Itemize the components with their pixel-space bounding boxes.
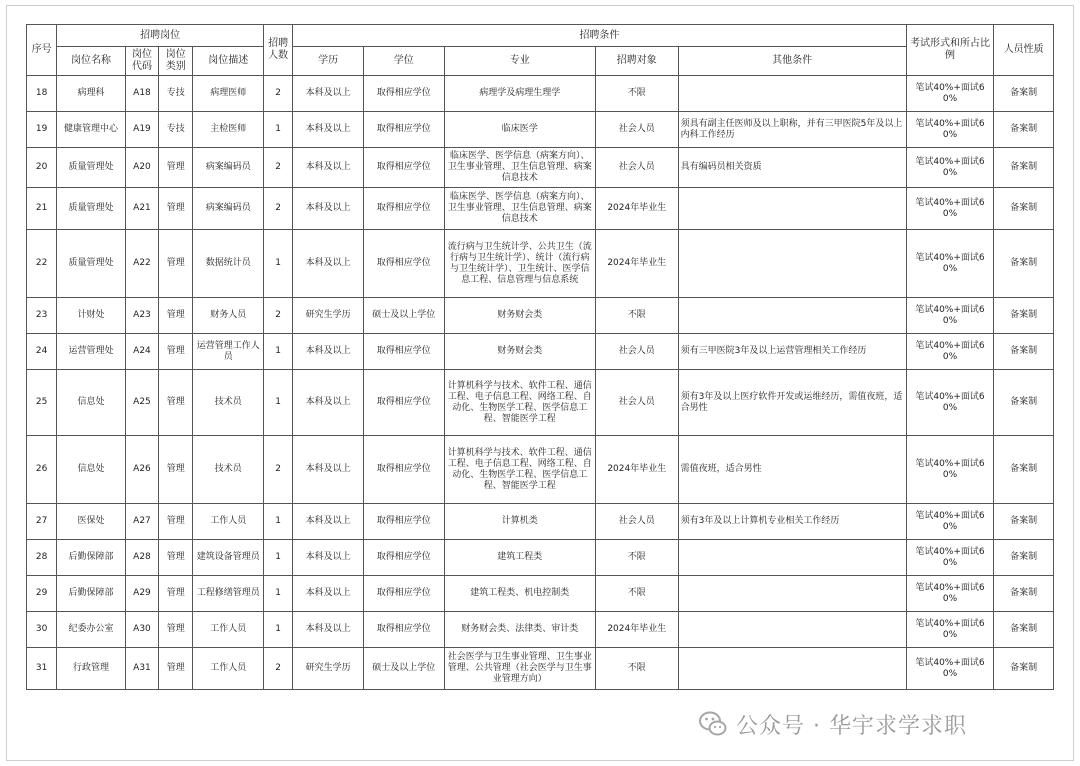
post-name-cell: 医保处: [57, 504, 126, 540]
education-cell: 研究生学历: [293, 648, 364, 690]
post-type-cell: 管理: [159, 436, 193, 504]
exam-cell: 笔试40%+面试60%: [906, 648, 994, 690]
exam-cell: 笔试40%+面试60%: [906, 334, 994, 370]
post-type-cell: 管理: [159, 298, 193, 334]
header-post-code: 岗位代码: [125, 47, 158, 76]
num-cell: 2: [264, 648, 293, 690]
staff-cell: 备案制: [994, 298, 1054, 334]
target-cell: 社会人员: [595, 112, 678, 148]
post-name-cell: 后勤保障部: [57, 576, 126, 612]
education-cell: 本科及以上: [293, 188, 364, 230]
exam-cell: 笔试40%+面试60%: [906, 576, 994, 612]
education-cell: 本科及以上: [293, 230, 364, 298]
post-code-cell: A26: [125, 436, 158, 504]
education-cell: 研究生学历: [293, 298, 364, 334]
target-cell: 不限: [595, 540, 678, 576]
num-cell: 2: [264, 298, 293, 334]
post-desc-cell: 技术员: [193, 436, 264, 504]
header-staff: 人员性质: [994, 25, 1054, 76]
degree-cell: 取得相应学位: [363, 112, 444, 148]
target-cell: 社会人员: [595, 148, 678, 188]
staff-cell: 备案制: [994, 148, 1054, 188]
major-cell: 病理学及病理生理学: [444, 76, 595, 112]
post-code-cell: A31: [125, 648, 158, 690]
table-row: [27, 148, 1054, 188]
exam-cell: 笔试40%+面试60%: [906, 540, 994, 576]
exam-cell: 笔试40%+面试60%: [906, 504, 994, 540]
post-name-cell: 质量管理处: [57, 230, 126, 298]
post-name-cell: 行政管理: [57, 648, 126, 690]
table-row: [27, 648, 1054, 690]
exam-cell: 笔试40%+面试60%: [906, 112, 994, 148]
degree-cell: 取得相应学位: [363, 436, 444, 504]
header-seq: 序号: [27, 25, 57, 76]
post-desc-cell: 财务人员: [193, 298, 264, 334]
post-desc-cell: 工作人员: [193, 504, 264, 540]
target-cell: 不限: [595, 576, 678, 612]
post-type-cell: 管理: [159, 504, 193, 540]
exam-cell: 笔试40%+面试60%: [906, 148, 994, 188]
degree-cell: 取得相应学位: [363, 76, 444, 112]
exam-cell: 笔试40%+面试60%: [906, 370, 994, 436]
header-post-desc: 岗位描述: [193, 47, 264, 76]
post-desc-cell: 病案编码员: [193, 188, 264, 230]
num-cell: 1: [264, 540, 293, 576]
header-group-conditions: 招聘条件: [293, 25, 906, 47]
post-code-cell: A23: [125, 298, 158, 334]
post-desc-cell: 技术员: [193, 370, 264, 436]
other-cell: 须有三甲医院3年及以上运营管理相关工作经历: [678, 334, 906, 370]
degree-cell: 硕士及以上学位: [363, 298, 444, 334]
exam-cell: 笔试40%+面试60%: [906, 436, 994, 504]
degree-cell: 取得相应学位: [363, 612, 444, 648]
staff-cell: 备案制: [994, 540, 1054, 576]
major-cell: 计算机科学与技术、软件工程、通信工程、电子信息工程、网络工程、自动化、生物医学工程、医学信息工程、智能医学工程: [444, 436, 595, 504]
major-cell: 临床医学: [444, 112, 595, 148]
seq-cell: 23: [27, 298, 57, 334]
education-cell: 本科及以上: [293, 612, 364, 648]
header-major: 专业: [444, 47, 595, 76]
post-code-cell: A19: [125, 112, 158, 148]
staff-cell: 备案制: [994, 436, 1054, 504]
target-cell: 2024年毕业生: [595, 612, 678, 648]
exam-cell: 笔试40%+面试60%: [906, 298, 994, 334]
post-type-cell: 管理: [159, 334, 193, 370]
staff-cell: 备案制: [994, 188, 1054, 230]
post-desc-cell: 建筑设备管理员: [193, 540, 264, 576]
target-cell: 2024年毕业生: [595, 188, 678, 230]
other-cell: 具有编码员相关资质: [678, 148, 906, 188]
degree-cell: 取得相应学位: [363, 540, 444, 576]
seq-cell: 29: [27, 576, 57, 612]
major-cell: 建筑工程类、机电控制类: [444, 576, 595, 612]
num-cell: 1: [264, 612, 293, 648]
post-code-cell: A22: [125, 230, 158, 298]
post-type-cell: 管理: [159, 370, 193, 436]
staff-cell: 备案制: [994, 230, 1054, 298]
table-row: [27, 504, 1054, 540]
exam-cell: 笔试40%+面试60%: [906, 612, 994, 648]
target-cell: 不限: [595, 648, 678, 690]
post-name-cell: 后勤保障部: [57, 540, 126, 576]
post-code-cell: A28: [125, 540, 158, 576]
exam-cell: 笔试40%+面试60%: [906, 188, 994, 230]
post-type-cell: 专技: [159, 112, 193, 148]
education-cell: 本科及以上: [293, 148, 364, 188]
staff-cell: 备案制: [994, 76, 1054, 112]
degree-cell: 取得相应学位: [363, 370, 444, 436]
target-cell: 2024年毕业生: [595, 436, 678, 504]
wechat-icon: [698, 709, 728, 739]
staff-cell: 备案制: [994, 612, 1054, 648]
degree-cell: 取得相应学位: [363, 148, 444, 188]
other-cell: [678, 648, 906, 690]
table-row: [27, 334, 1054, 370]
major-cell: 临床医学、医学信息（病案方向）、卫生事业管理、卫生信息管理、病案信息技术: [444, 188, 595, 230]
num-cell: 2: [264, 436, 293, 504]
staff-cell: 备案制: [994, 334, 1054, 370]
major-cell: 建筑工程类: [444, 540, 595, 576]
table-row: [27, 76, 1054, 112]
major-cell: 财务财会类: [444, 298, 595, 334]
education-cell: 本科及以上: [293, 540, 364, 576]
major-cell: 流行病与卫生统计学、公共卫生（流行病与卫生统计学）、统计（流行病与卫生统计学）、卫生统计、医学信息工程、信息管理与信息系统: [444, 230, 595, 298]
post-name-cell: 质量管理处: [57, 148, 126, 188]
seq-cell: 27: [27, 504, 57, 540]
table-row: [27, 576, 1054, 612]
post-name-cell: 病理科: [57, 76, 126, 112]
post-type-cell: 管理: [159, 612, 193, 648]
num-cell: 1: [264, 230, 293, 298]
target-cell: 社会人员: [595, 370, 678, 436]
num-cell: 1: [264, 504, 293, 540]
target-cell: 不限: [595, 76, 678, 112]
post-code-cell: A24: [125, 334, 158, 370]
staff-cell: 备案制: [994, 370, 1054, 436]
post-desc-cell: 运营管理工作人员: [193, 334, 264, 370]
post-name-cell: 信息处: [57, 436, 126, 504]
post-type-cell: 专技: [159, 76, 193, 112]
num-cell: 1: [264, 334, 293, 370]
post-name-cell: 计财处: [57, 298, 126, 334]
staff-cell: 备案制: [994, 112, 1054, 148]
seq-cell: 26: [27, 436, 57, 504]
target-cell: 社会人员: [595, 504, 678, 540]
other-cell: [678, 612, 906, 648]
post-code-cell: A21: [125, 188, 158, 230]
table-row: [27, 112, 1054, 148]
post-code-cell: A29: [125, 576, 158, 612]
post-code-cell: A18: [125, 76, 158, 112]
post-type-cell: 管理: [159, 230, 193, 298]
header-degree: 学位: [363, 47, 444, 76]
other-cell: [678, 298, 906, 334]
header-exam: 考试形式和所占比例: [906, 25, 994, 76]
exam-cell: 笔试40%+面试60%: [906, 230, 994, 298]
seq-cell: 21: [27, 188, 57, 230]
post-name-cell: 质量管理处: [57, 188, 126, 230]
other-cell: 须具有副主任医师及以上职称，并有三甲医院5年及以上内科工作经历: [678, 112, 906, 148]
post-code-cell: A30: [125, 612, 158, 648]
major-cell: 计算机科学与技术、软件工程、通信工程、电子信息工程、网络工程、自动化、生物医学工程、医学信息工程、智能医学工程: [444, 370, 595, 436]
post-type-cell: 管理: [159, 188, 193, 230]
post-code-cell: A20: [125, 148, 158, 188]
major-cell: 计算机类: [444, 504, 595, 540]
education-cell: 本科及以上: [293, 76, 364, 112]
post-code-cell: A25: [125, 370, 158, 436]
table-row: [27, 540, 1054, 576]
degree-cell: 取得相应学位: [363, 576, 444, 612]
education-cell: 本科及以上: [293, 576, 364, 612]
degree-cell: 取得相应学位: [363, 230, 444, 298]
post-desc-cell: 数据统计员: [193, 230, 264, 298]
major-cell: 社会医学与卫生事业管理、卫生事业管理、公共管理（社会医学与卫生事业管理方向）: [444, 648, 595, 690]
post-desc-cell: 工程修缮管理员: [193, 576, 264, 612]
header-num: 招聘人数: [264, 25, 293, 76]
header-post-name: 岗位名称: [57, 47, 126, 76]
degree-cell: 取得相应学位: [363, 334, 444, 370]
post-name-cell: 运营管理处: [57, 334, 126, 370]
post-type-cell: 管理: [159, 576, 193, 612]
num-cell: 1: [264, 576, 293, 612]
degree-cell: 取得相应学位: [363, 188, 444, 230]
num-cell: 2: [264, 188, 293, 230]
num-cell: 2: [264, 148, 293, 188]
table-row: [27, 370, 1054, 436]
degree-cell: 取得相应学位: [363, 504, 444, 540]
post-type-cell: 管理: [159, 540, 193, 576]
education-cell: 本科及以上: [293, 436, 364, 504]
post-code-cell: A27: [125, 504, 158, 540]
post-type-cell: 管理: [159, 648, 193, 690]
post-desc-cell: 工作人员: [193, 648, 264, 690]
major-cell: 临床医学、医学信息（病案方向）、卫生事业管理、卫生信息管理、病案信息技术: [444, 148, 595, 188]
other-cell: 需值夜班，适合男性: [678, 436, 906, 504]
table-row: [27, 298, 1054, 334]
seq-cell: 31: [27, 648, 57, 690]
seq-cell: 20: [27, 148, 57, 188]
staff-cell: 备案制: [994, 576, 1054, 612]
post-desc-cell: 主检医师: [193, 112, 264, 148]
target-cell: 社会人员: [595, 334, 678, 370]
watermark-text: 公众号 · 华宇求学求职: [736, 713, 967, 739]
table-header: [27, 25, 1054, 76]
seq-cell: 30: [27, 612, 57, 648]
target-cell: 2024年毕业生: [595, 230, 678, 298]
table-row: [27, 188, 1054, 230]
seq-cell: 19: [27, 112, 57, 148]
num-cell: 1: [264, 112, 293, 148]
degree-cell: 硕士及以上学位: [363, 648, 444, 690]
seq-cell: 28: [27, 540, 57, 576]
header-group-post: 招聘岗位: [57, 25, 264, 47]
seq-cell: 24: [27, 334, 57, 370]
header-other: 其他条件: [678, 47, 906, 76]
post-name-cell: 健康管理中心: [57, 112, 126, 148]
post-name-cell: 信息处: [57, 370, 126, 436]
header-education: 学历: [293, 47, 364, 76]
watermark: [698, 706, 967, 742]
education-cell: 本科及以上: [293, 370, 364, 436]
major-cell: 财务财会类、法律类、审计类: [444, 612, 595, 648]
header-target: 招聘对象: [595, 47, 678, 76]
seq-cell: 22: [27, 230, 57, 298]
table-body: [27, 76, 1054, 690]
other-cell: [678, 576, 906, 612]
staff-cell: 备案制: [994, 648, 1054, 690]
target-cell: 不限: [595, 298, 678, 334]
post-desc-cell: 病案编码员: [193, 148, 264, 188]
other-cell: 须有3年及以上计算机专业相关工作经历: [678, 504, 906, 540]
education-cell: 本科及以上: [293, 334, 364, 370]
post-name-cell: 纪委办公室: [57, 612, 126, 648]
other-cell: [678, 76, 906, 112]
exam-cell: 笔试40%+面试60%: [906, 76, 994, 112]
post-desc-cell: 病理医师: [193, 76, 264, 112]
education-cell: 本科及以上: [293, 112, 364, 148]
num-cell: 2: [264, 76, 293, 112]
post-type-cell: 管理: [159, 148, 193, 188]
other-cell: [678, 540, 906, 576]
staff-cell: 备案制: [994, 504, 1054, 540]
post-desc-cell: 工作人员: [193, 612, 264, 648]
recruitment-table: [26, 24, 1054, 690]
table-row: [27, 230, 1054, 298]
other-cell: [678, 188, 906, 230]
other-cell: [678, 230, 906, 298]
major-cell: 财务财会类: [444, 334, 595, 370]
table-row: [27, 436, 1054, 504]
education-cell: 本科及以上: [293, 504, 364, 540]
header-post-type: 岗位类别: [159, 47, 193, 76]
seq-cell: 18: [27, 76, 57, 112]
seq-cell: 25: [27, 370, 57, 436]
num-cell: 1: [264, 370, 293, 436]
table-row: [27, 612, 1054, 648]
other-cell: 须有3年及以上医疗软件开发或运维经历，需值夜班，适合男性: [678, 370, 906, 436]
